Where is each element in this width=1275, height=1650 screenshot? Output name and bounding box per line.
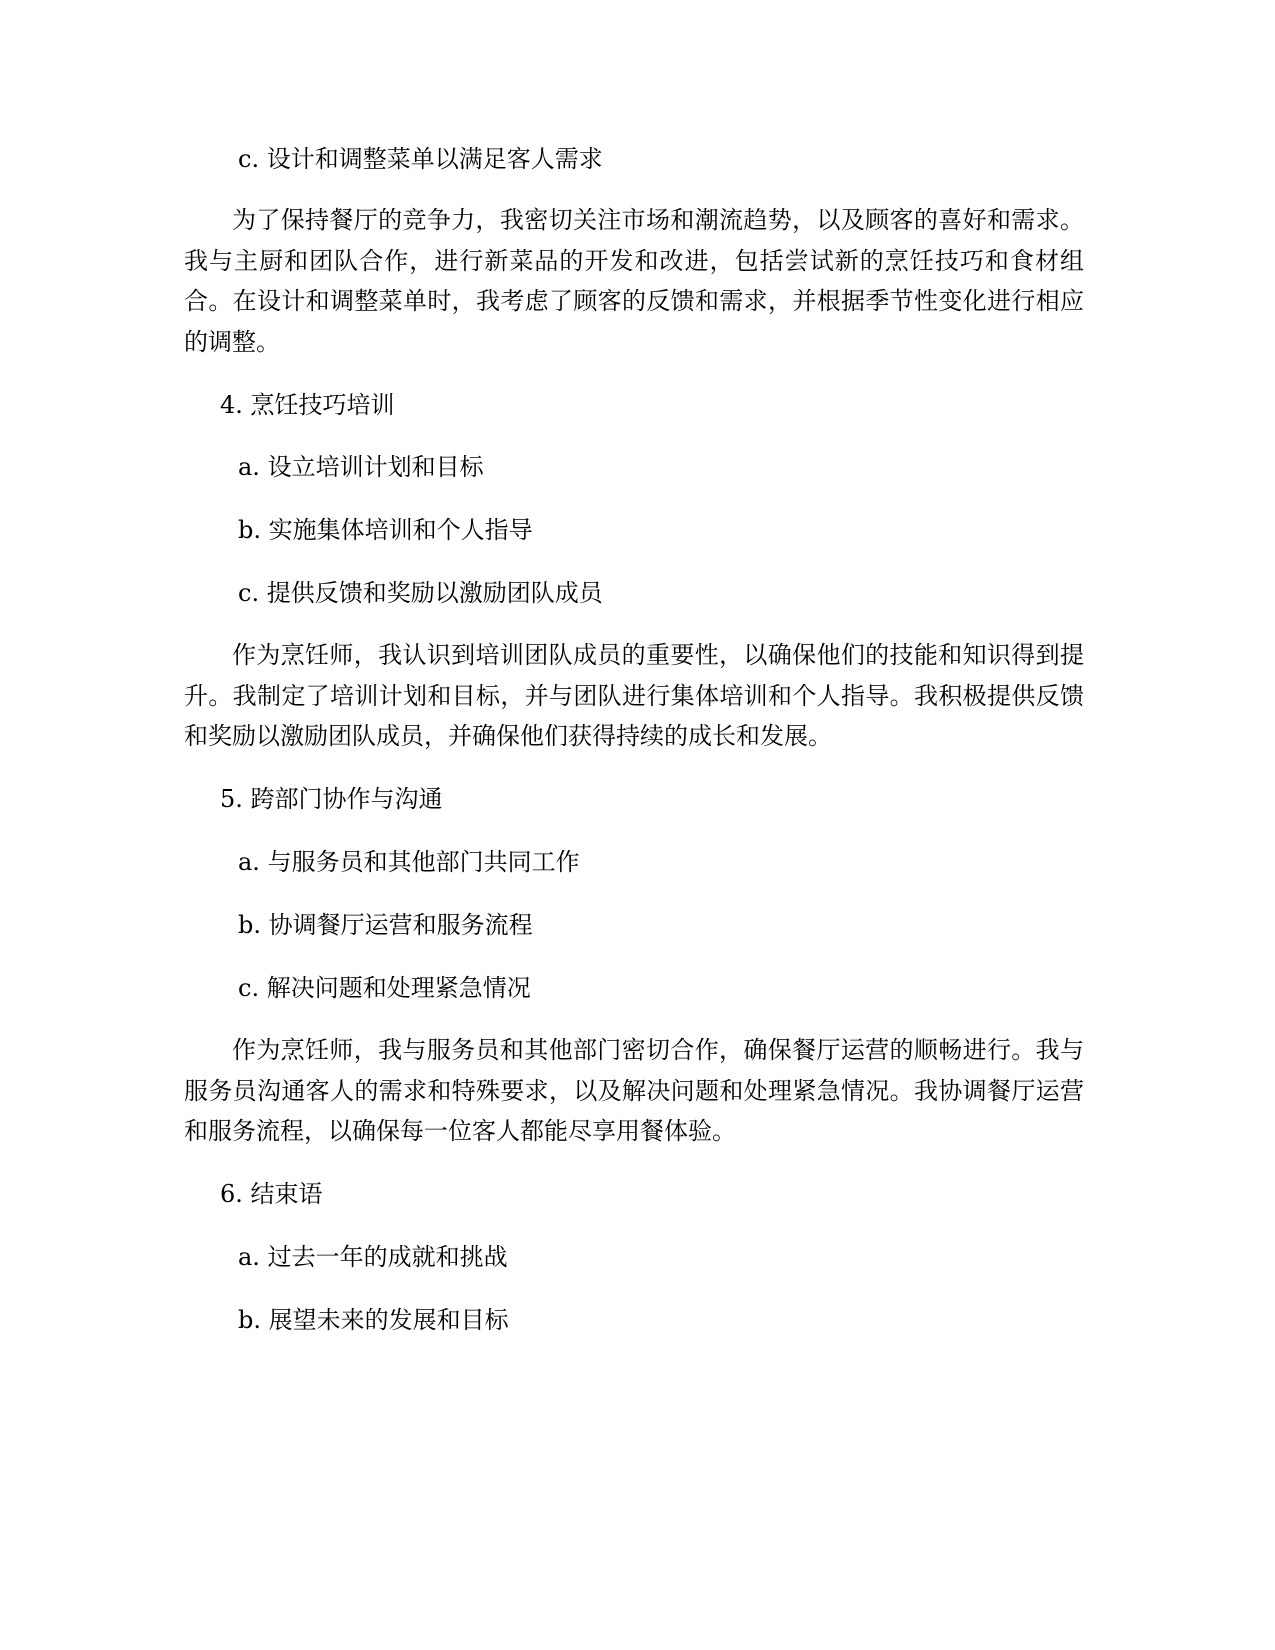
sub-item-group-training: b. 实施集体培训和个人指导 bbox=[238, 516, 533, 544]
sub-item-work-with-waiters: a. 与服务员和其他部门共同工作 bbox=[238, 848, 580, 876]
sub-item-coordinate-operations: b. 协调餐厅运营和服务流程 bbox=[238, 911, 533, 939]
sub-item-achievements: a. 过去一年的成就和挑战 bbox=[238, 1243, 508, 1271]
paragraph-collaboration: 作为烹饪师，我与服务员和其他部门密切合作，确保餐厅运营的顺畅进行。我与服务员沟通客人的需求和特殊要求，以及解决问题和处理紧急情况。我协调餐厅运营和服务流程，以确保每一位客人都能尽享用餐体验。 bbox=[184, 1036, 1084, 1145]
heading-cooking-training: 4. 烹饪技巧培训 bbox=[220, 391, 395, 419]
paragraph-menu-innovation: 为了保持餐厅的竞争力，我密切关注市场和潮流趋势，以及顾客的喜好和需求。我与主厨和团队合作，进行新菜品的开发和改进，包括尝试新的烹饪技巧和食材组合。在设计和调整菜单时，我考虑了顾客的反馈和需求，并根据季节性变化进行相应的调整。 bbox=[184, 206, 1084, 356]
sub-item-feedback-rewards: c. 提供反馈和奖励以激励团队成员 bbox=[238, 579, 603, 607]
sub-item-design-menu: c. 设计和调整菜单以满足客人需求 bbox=[238, 145, 603, 173]
paragraph-team-training: 作为烹饪师，我认识到培训团队成员的重要性，以确保他们的技能和知识得到提升。我制定了培训计划和目标，并与团队进行集体培训和个人指导。我积极提供反馈和奖励以激励团队成员，并确保他们获得持续的成长和发展。 bbox=[184, 641, 1084, 750]
sub-item-training-plan: a. 设立培训计划和目标 bbox=[238, 453, 484, 481]
heading-conclusion: 6. 结束语 bbox=[220, 1180, 323, 1208]
heading-cross-department: 5. 跨部门协作与沟通 bbox=[220, 785, 443, 813]
sub-item-future-goals: b. 展望未来的发展和目标 bbox=[238, 1306, 509, 1334]
sub-item-solve-problems: c. 解决问题和处理紧急情况 bbox=[238, 974, 531, 1002]
